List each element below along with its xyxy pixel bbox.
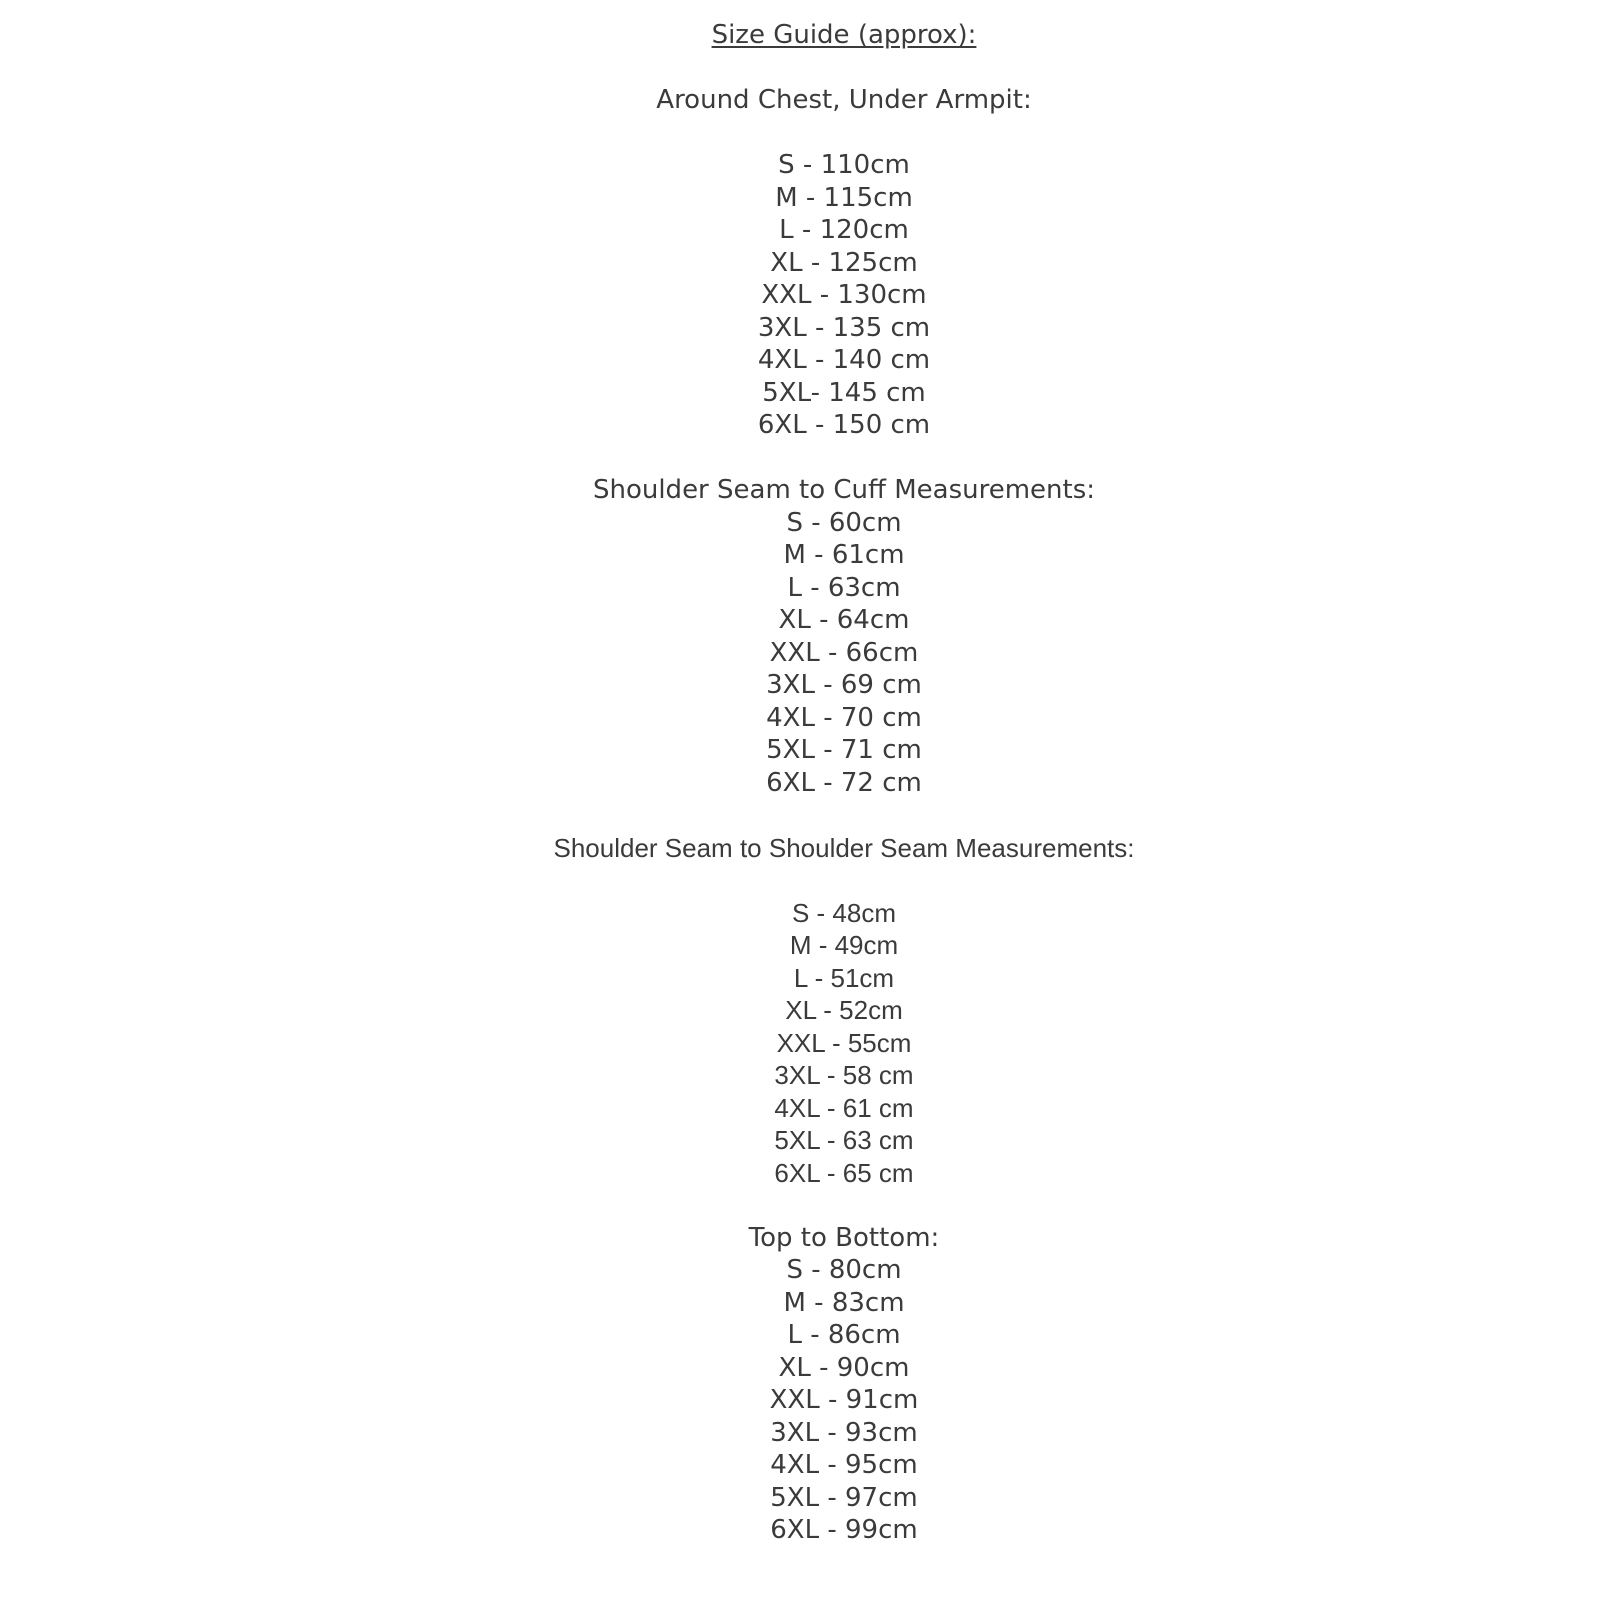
size-row: XXL - 55cm [776, 1027, 912, 1058]
size-row: 3XL - 58 cm [774, 1060, 914, 1090]
section-heading: Around Chest, Under Armpit: [656, 85, 1032, 115]
size-row: M - 61cm [783, 540, 905, 570]
size-row: XL - 52cm [785, 995, 903, 1025]
blank-line [88, 117, 1600, 150]
size-row: S - 60cm [786, 507, 902, 538]
size-row: 4XL - 140 cm [757, 345, 931, 375]
blank-line [88, 442, 1600, 475]
size-row: 5XL - 71 cm [766, 735, 922, 765]
size-row: XXL - 91cm [769, 1385, 919, 1415]
size-row: XL - 125cm [770, 247, 918, 278]
sections-container [88, 84, 1600, 1547]
blank-line [88, 52, 1600, 85]
size-row: 4XL - 61 cm [774, 1092, 914, 1123]
size-row: 4XL - 70 cm [766, 702, 922, 733]
size-row: S - 110cm [778, 150, 910, 180]
size-row: 6XL - 72 cm [766, 767, 922, 798]
size-row: L - 51cm [793, 962, 895, 993]
size-row: XXL - 130cm [761, 280, 927, 310]
blank-line [88, 1189, 1600, 1222]
blank-line [88, 864, 1600, 897]
blank-line [88, 799, 1600, 832]
size-row: 3XL - 93cm [770, 1417, 918, 1448]
size-row: L - 63cm [787, 572, 901, 603]
size-row: 6XL - 99cm [770, 1515, 918, 1545]
size-row: 6XL - 150 cm [757, 410, 931, 440]
page-title: Size Guide (approx): [711, 20, 977, 50]
size-row: XL - 90cm [778, 1352, 910, 1383]
size-row: 3XL - 69 cm [766, 670, 922, 700]
size-row: L - 86cm [787, 1320, 901, 1350]
size-row: XL - 64cm [778, 605, 910, 635]
size-row: S - 48cm [791, 897, 897, 928]
size-row: 4XL - 95cm [770, 1450, 918, 1480]
size-row: S - 80cm [786, 1255, 902, 1285]
section-heading: Top to Bottom: [748, 1222, 940, 1253]
size-row: 5XL - 63 cm [774, 1125, 914, 1155]
size-row: 6XL - 65 cm [774, 1157, 914, 1188]
section-heading: Shoulder Seam to Cuff Measurements: [592, 475, 1096, 505]
size-row: XXL - 66cm [769, 637, 919, 668]
size-row: M - 115cm [775, 182, 913, 213]
size-row: L - 120cm [779, 215, 909, 245]
section-heading: Shoulder Seam to Shoulder Seam Measurements: [553, 832, 1135, 863]
size-row: 5XL - 97cm [770, 1482, 918, 1513]
size-row: 5XL- 145 cm [762, 377, 926, 408]
size-row: M - 83cm [783, 1287, 905, 1318]
size-row: M - 49cm [789, 930, 899, 960]
size-row: 3XL - 135 cm [757, 312, 931, 343]
